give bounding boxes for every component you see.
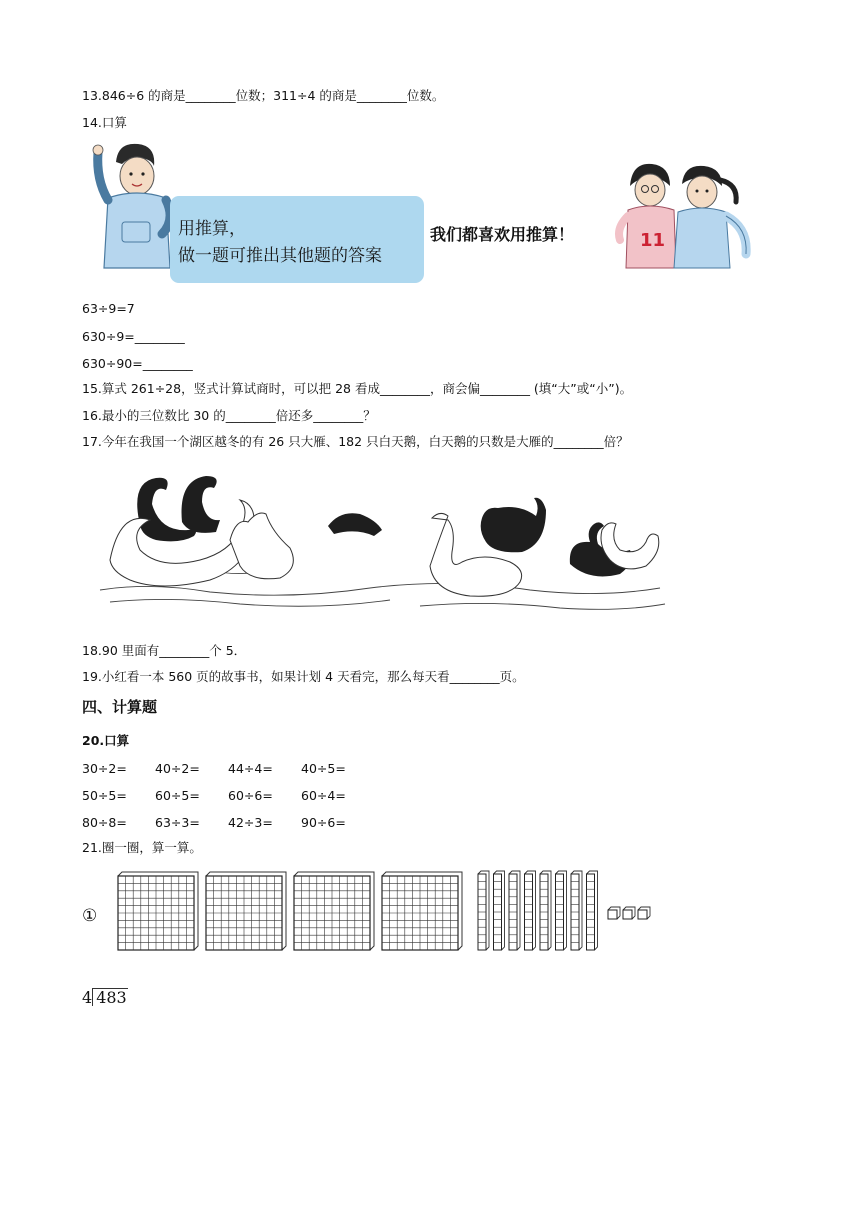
question-13: 13.846÷6 的商是________位数；311÷4 的商是________位数。 [82,88,445,103]
math-item: 60÷6= [228,788,273,803]
ten-rod [478,871,489,950]
math-row [82,815,374,830]
hundred-flat [382,872,462,950]
ten-rod [509,871,520,950]
math-row [82,788,374,803]
svg-text:11: 11 [640,230,666,251]
question-14: 14.口算 [82,115,127,130]
long-division [82,988,128,1007]
speech-bubble [170,196,424,283]
hundred-flat [294,872,374,950]
question-16: 16.最小的三位数比 30 的________倍还多________？ [82,408,376,423]
math-item: 44÷4= [228,761,273,776]
math-item: 40÷2= [155,761,200,776]
math-item: 90÷6= [301,815,346,830]
question-19: 19.小红看一本 560 页的故事书，如果计划 4 天看完，那么每天看________页。 [82,669,525,684]
math-item: 80÷8= [82,815,127,830]
bubble-line-1: 用推算， [178,219,246,239]
ten-rod [494,871,505,950]
ten-rod [540,871,551,950]
math-item: 40÷5= [301,761,346,776]
section-heading: 四、计算题 [82,698,158,716]
question-20: 20.口算 [82,733,130,748]
one-cube [623,907,635,919]
ten-rod [571,871,582,950]
dividend: 483 [92,988,128,1006]
girls-speech: 我们都喜欢用推算！ [430,225,575,244]
equation-2: 630÷9=________ [82,329,185,344]
hundred-flat [118,872,198,950]
math-item: 30÷2= [82,761,127,776]
ten-rod [556,871,567,950]
math-item: 50÷5= [82,788,127,803]
girls-illustration [612,158,760,270]
boy-illustration [82,140,177,270]
ten-rod [525,871,536,950]
equation-1: 63÷9=7 [82,301,135,316]
ten-rod [587,871,598,950]
divisor: 4 [82,988,93,1007]
one-cube [638,907,650,919]
hundred-flat [206,872,286,950]
question-18: 18.90 里面有________个 5． [82,643,247,658]
math-row [82,761,374,776]
math-item: 63÷3= [155,815,200,830]
math-item: 60÷4= [301,788,346,803]
question-15: 15.算式 261÷28，竖式计算试商时，可以把 28 看成________，商会偏________ (填“大”或“小”)。 [82,381,633,396]
swans-illustration [90,470,670,620]
question-21: 21.圈一圈，算一算。 [82,840,202,855]
math-item: 60÷5= [155,788,200,803]
math-item: 42÷3= [228,815,273,830]
bubble-line-2: 做一题可推出其他题的答案 [178,246,382,266]
one-cube [608,907,620,919]
base-ten-blocks [116,870,676,960]
circle-number: ① [82,906,98,926]
equation-3: 630÷90=________ [82,356,193,371]
question-17: 17.今年在我国一个湖区越冬的有 26 只大雁、182 只白天鹅，白天鹅的只数是大雁的________倍？ [82,434,629,449]
